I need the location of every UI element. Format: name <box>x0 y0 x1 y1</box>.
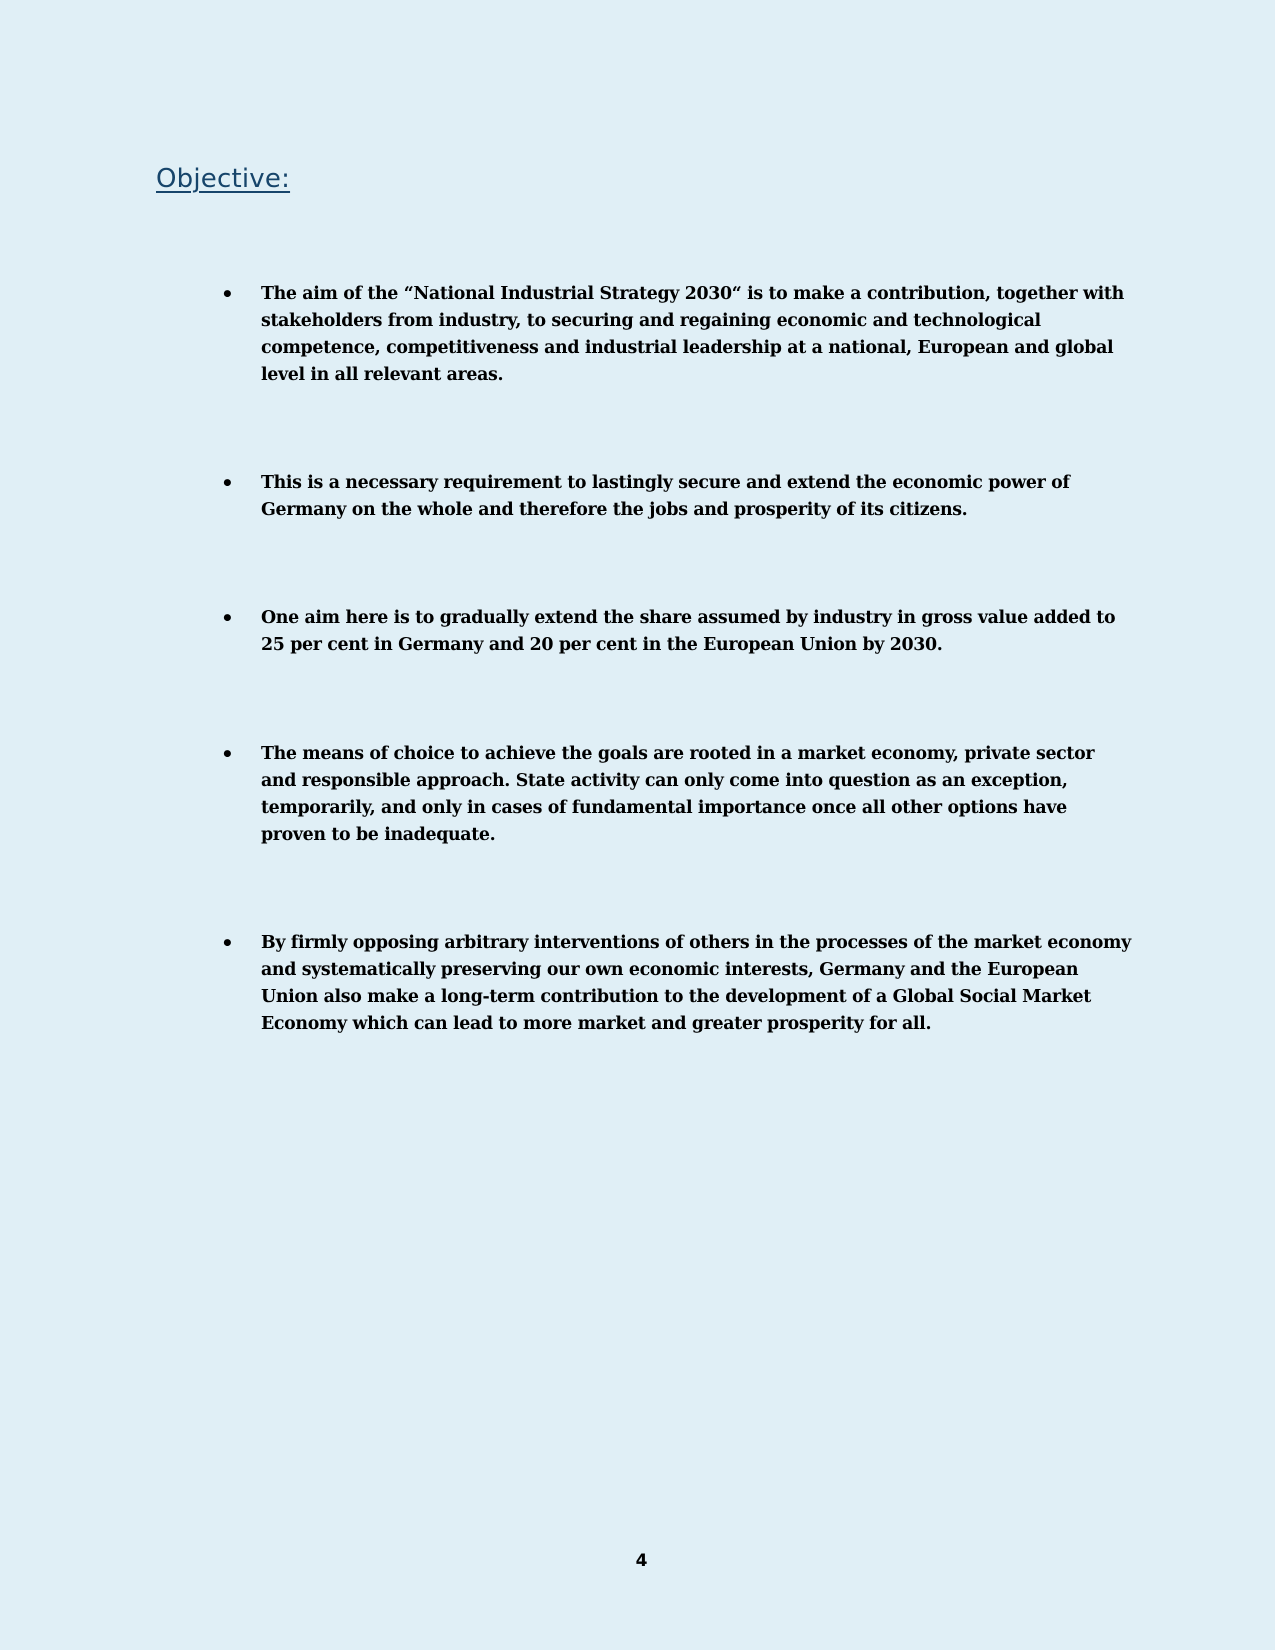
page-number: 4 <box>635 1551 648 1571</box>
bullet-item <box>221 470 1131 524</box>
bullet-item <box>221 741 1131 849</box>
bullet-text: By firmly opposing arbitrary interventions of others in the processes of the market economy and systematically preserving our own economic interests, Germany and the European Union also make a long-term contribution to the development of a Global Social Market Economy which can lead to more market and greater prosperity for all. <box>261 933 1131 1034</box>
bullet-marker: • <box>221 471 234 495</box>
bullet-item <box>221 605 1131 659</box>
bullet-item <box>221 930 1131 1038</box>
bullet-text: The aim of the “National Industrial Strategy 2030“ is to make a contribution, together with stakeholders from industry, to securing and regaining economic and technological competence, competitiveness and industrial leadership at a national, European and global level in all relevant areas. <box>261 284 1124 385</box>
bullet-text: One aim here is to gradually extend the share assumed by industry in gross value added to 25 per cent in Germany and 20 per cent in the European Union by 2030. <box>261 608 1116 655</box>
bullet-marker: • <box>221 606 234 630</box>
bullet-text: This is a necessary requirement to lastingly secure and extend the economic power of Germany on the whole and therefore the jobs and prosperity of its citizens. <box>261 473 1070 520</box>
bullet-marker: • <box>221 931 234 955</box>
bullet-text: The means of choice to achieve the goals are rooted in a market economy, private sector and responsible approach. State activity can only come into question as an exception, temporarily, and only in cases of fundamental importance once all other options have proven to be inadequate. <box>261 744 1095 845</box>
bullet-item <box>221 281 1131 389</box>
bullet-marker: • <box>221 282 234 306</box>
section-heading: Objective: <box>156 164 291 194</box>
bullet-marker: • <box>221 742 234 766</box>
